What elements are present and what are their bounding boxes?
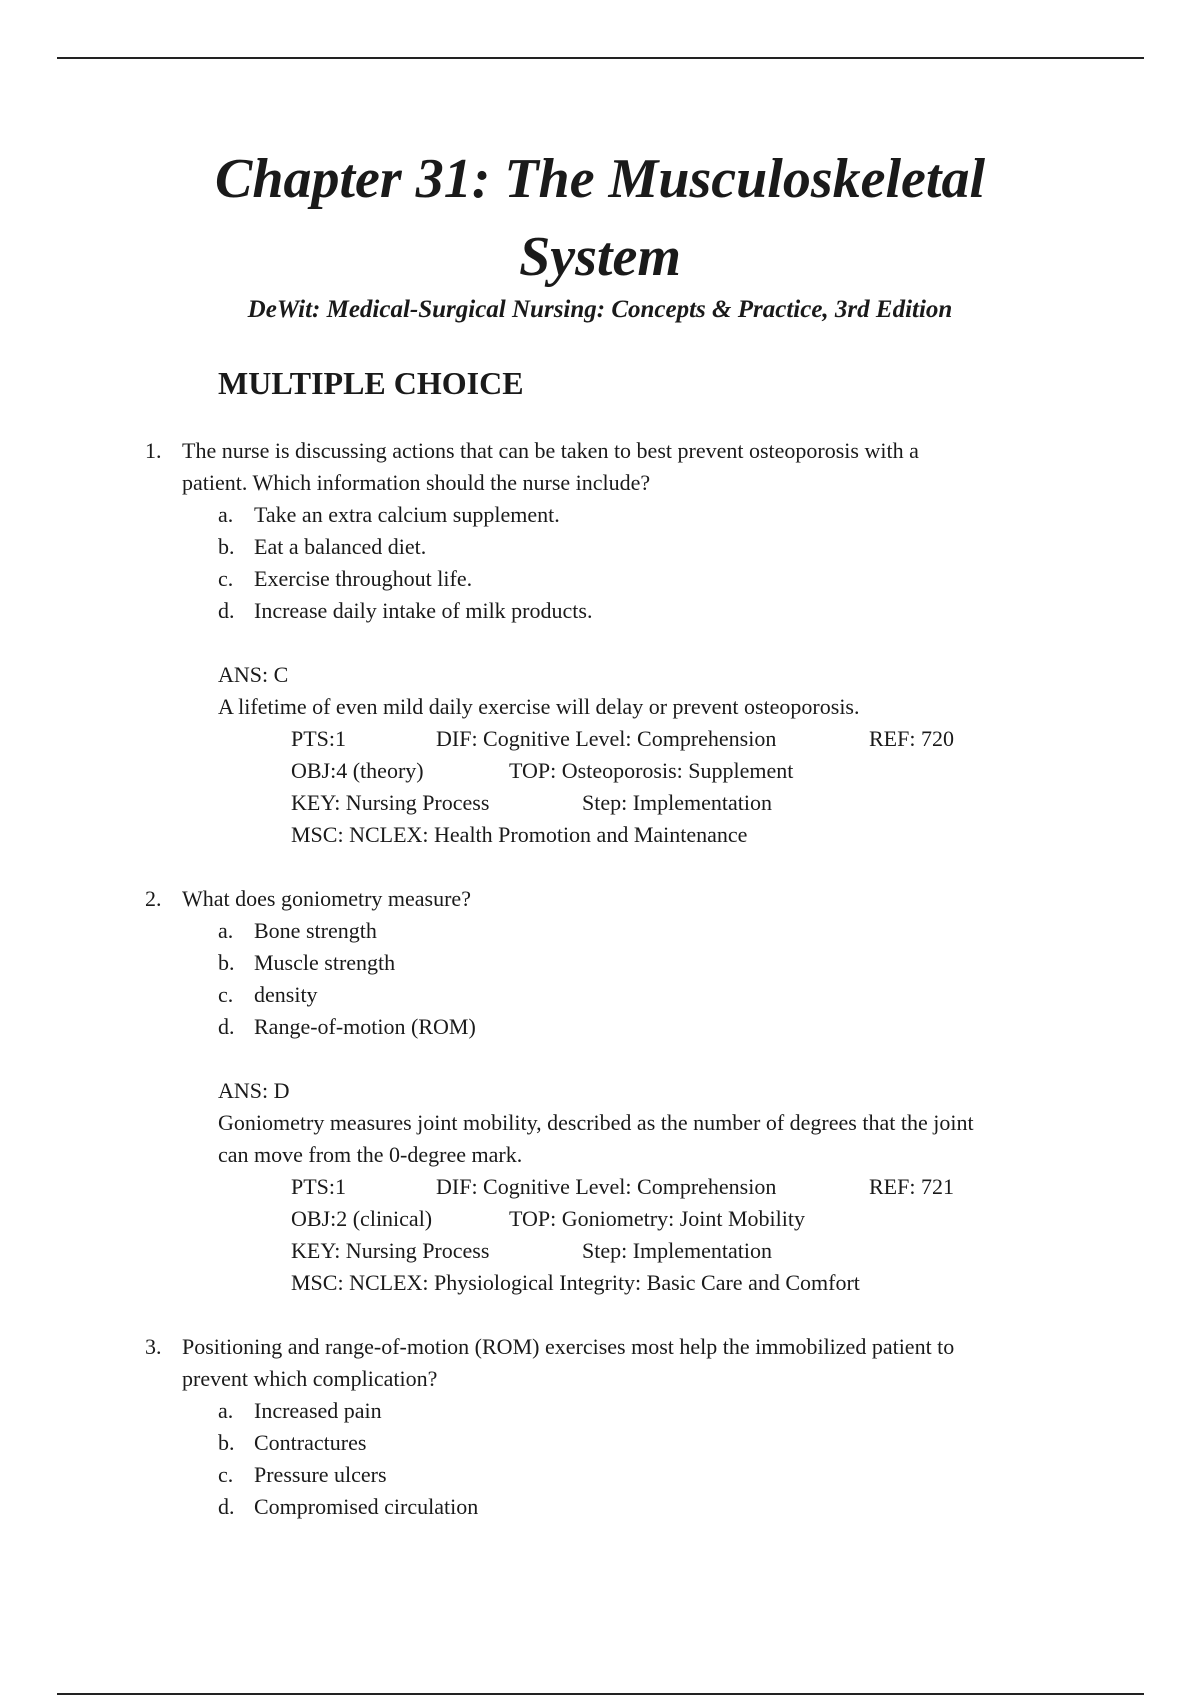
meta-obj: OBJ:4 (theory): [291, 758, 424, 783]
option-text: Bone strength: [254, 918, 377, 943]
meta-top: TOP: Goniometry: Joint Mobility: [509, 1206, 806, 1231]
option-text: Contractures: [254, 1430, 367, 1455]
book-subtitle: DeWit: Medical-Surgical Nursing: Concepts & Practice, 3rd Edition: [247, 296, 953, 323]
section-heading: MULTIPLE CHOICE: [218, 365, 524, 401]
question-text-line-2: prevent which complication?: [182, 1366, 438, 1391]
option-text: density: [254, 982, 318, 1007]
option-text: Increased pain: [254, 1398, 382, 1423]
bottom-divider: [57, 1693, 1144, 1695]
question-text-line-1: Positioning and range-of-motion (ROM) exercises most help the immobilized patient to: [182, 1334, 955, 1359]
option-letter: d.: [218, 1494, 235, 1519]
rationale-line-2: can move from the 0-degree mark.: [218, 1142, 523, 1167]
option-letter: c.: [218, 1462, 234, 1487]
option-text: Muscle strength: [254, 950, 396, 975]
top-divider: [57, 57, 1144, 59]
option-letter: d.: [218, 1014, 235, 1039]
meta-step: Step: Implementation: [582, 790, 773, 815]
meta-key: KEY: Nursing Process: [291, 790, 490, 815]
option-letter: b.: [218, 1430, 235, 1455]
answer-key: ANS: C: [218, 662, 289, 687]
option-text: Eat a balanced diet.: [254, 534, 427, 559]
question-metadata: [291, 723, 1051, 851]
question-text-line-1: What does goniometry measure?: [182, 886, 471, 911]
option-text: Increase daily intake of milk products.: [254, 598, 593, 623]
answer-key: ANS: D: [218, 1078, 290, 1103]
question-metadata: [291, 1171, 1051, 1299]
option-text: Exercise throughout life.: [254, 566, 473, 591]
rationale-line-1: A lifetime of even mild daily exercise will delay or prevent osteoporosis.: [218, 694, 860, 719]
option-text: Pressure ulcers: [254, 1462, 387, 1487]
meta-pts: PTS:1: [291, 726, 347, 751]
option-letter: b.: [218, 950, 235, 975]
answer-block: [218, 1075, 1068, 1171]
question-text: [182, 1331, 1062, 1395]
question-text: [182, 435, 1062, 499]
chapter-title-line-1: Chapter 31: The Musculoskeletal: [214, 148, 986, 210]
question-text: [182, 883, 1062, 915]
option-letter: a.: [218, 918, 234, 943]
question-number: 3.: [145, 1334, 162, 1359]
meta-pts: PTS:1: [291, 1174, 347, 1199]
meta-msc: MSC: NCLEX: Physiological Integrity: Basic Care and Comfort: [291, 1270, 860, 1295]
meta-key: KEY: Nursing Process: [291, 1238, 490, 1263]
chapter-title: [200, 140, 1000, 296]
meta-ref: REF: 720: [869, 726, 954, 751]
question-number: 1.: [145, 438, 162, 463]
question-number: 2.: [145, 886, 162, 911]
meta-msc: MSC: NCLEX: Health Promotion and Maintenance: [291, 822, 748, 847]
question-text-line-2: patient. Which information should the nurse include?: [182, 470, 651, 495]
meta-top: TOP: Osteoporosis: Supplement: [509, 758, 794, 783]
meta-step: Step: Implementation: [582, 1238, 773, 1263]
meta-ref: REF: 721: [869, 1174, 954, 1199]
option-letter: a.: [218, 502, 234, 527]
option-letter: a.: [218, 1398, 234, 1423]
question-text-line-1: The nurse is discussing actions that can be taken to best prevent osteoporosis with a: [182, 438, 919, 463]
option-letter: c.: [218, 982, 234, 1007]
meta-dif: DIF: Cognitive Level: Comprehension: [436, 726, 777, 751]
option-letter: d.: [218, 598, 235, 623]
option-text: Compromised circulation: [254, 1494, 479, 1519]
rationale-line-1: Goniometry measures joint mobility, described as the number of degrees that the joint: [218, 1110, 974, 1135]
meta-obj: OBJ:2 (clinical): [291, 1206, 433, 1231]
option-letter: c.: [218, 566, 234, 591]
meta-dif: DIF: Cognitive Level: Comprehension: [436, 1174, 777, 1199]
option-text: Take an extra calcium supplement.: [254, 502, 560, 527]
answer-block: [218, 659, 1068, 723]
chapter-title-line-2: System: [519, 226, 681, 288]
option-letter: b.: [218, 534, 235, 559]
option-text: Range-of-motion (ROM): [254, 1014, 476, 1039]
